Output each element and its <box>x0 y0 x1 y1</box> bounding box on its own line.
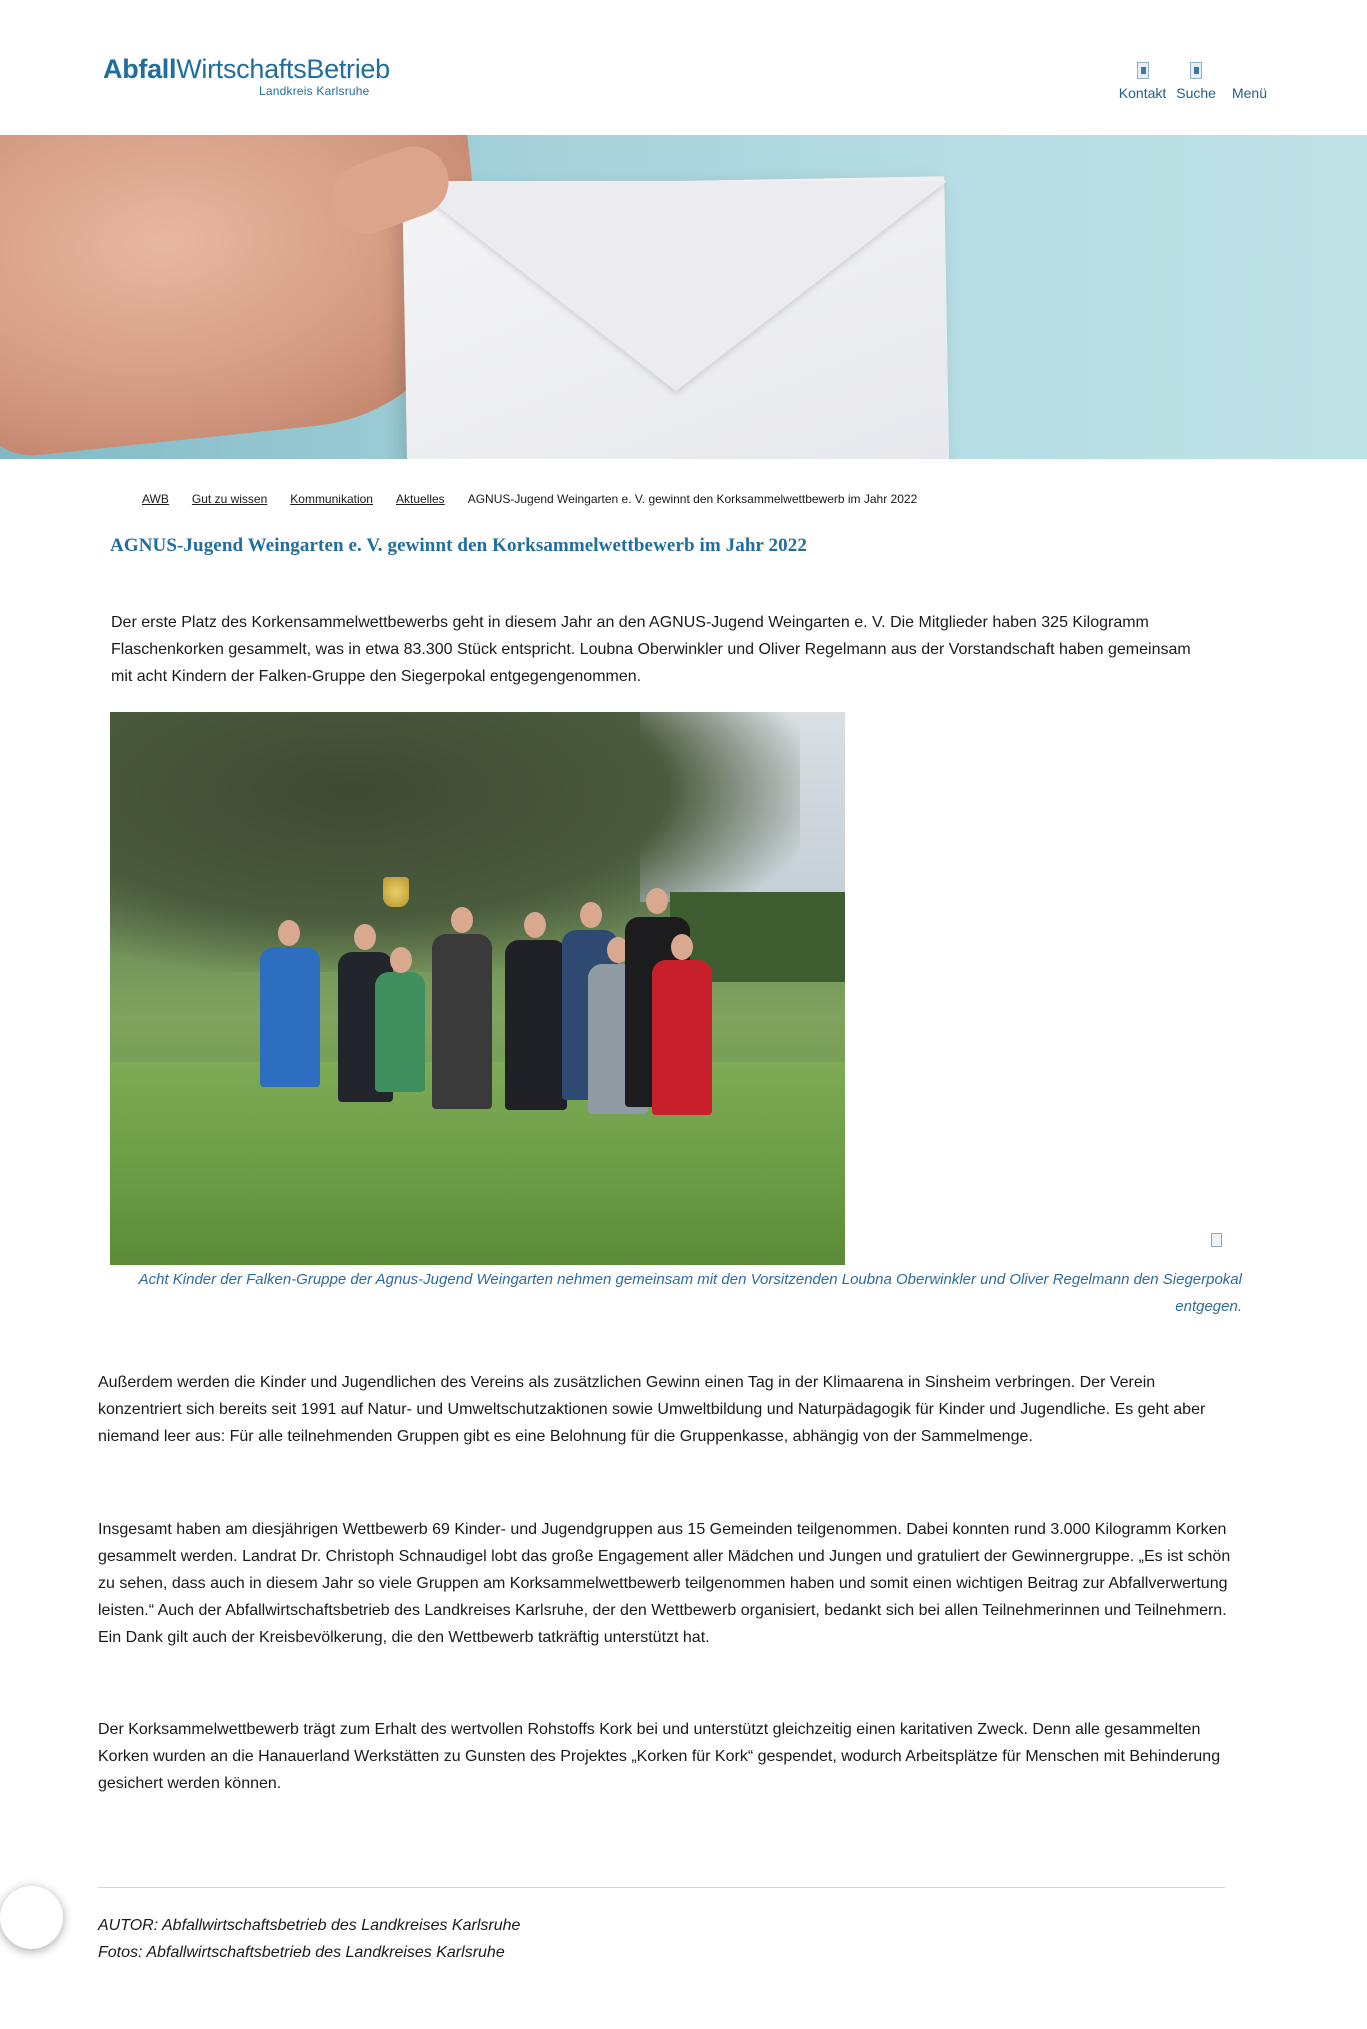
photo-person-head <box>580 902 602 928</box>
nav-suche-label: Suche <box>1176 85 1216 101</box>
hero-image <box>0 135 1367 459</box>
image-expand-icon[interactable] <box>1211 1233 1222 1247</box>
breadcrumb-kommunikation[interactable]: Kommunikation <box>290 492 373 506</box>
article-paragraph: Insgesamt haben am diesjährigen Wettbewerb 69 Kinder- und Jugendgruppen aus 15 Gemeinden teilgenommen. Dabei konnten rund 3.000 Kilogramm Korken gesammelt werden. Landrat Dr. Christoph Schnaudigel lobt das große Engagement aller Mädchen und Jungen und gratuliert der Gewinnergruppe. „Es ist schön zu sehen, dass auch in diesem Jahr so viele Gruppen am Korksammelwettbewerb teilgenommen haben und somit einen wichtigen Beitrag zur Abfallverwertung leisten.“ Auch der Abfallwirtschaftsbetrieb des Landkreises Karlsruhe, der den Wettbewerb organisiert, bedankt sich bei allen Teilnehmerinnen und Teilnehmern. Ein Dank gilt auch der Kreisbevölkerung, die den Wettbewerb tatkräftig unterstützt hat. <box>98 1521 1231 1646</box>
photo-person-head <box>390 947 412 973</box>
nav-suche[interactable] <box>1176 62 1216 101</box>
photos-line: Fotos: Abfallwirtschaftsbetrieb des Landkreises Karlsruhe <box>98 1944 505 1961</box>
breadcrumb <box>142 492 917 506</box>
page-title: AGNUS-Jugend Weingarten e. V. gewinnt den Korksammelwettbewerb im Jahr 2022 <box>110 535 807 556</box>
photo-caption: Acht Kinder der Falken-Gruppe der Agnus-Jugend Weingarten nehmen gemeinsam mit den Vorsitzenden Loubna Oberwinkler und Oliver Regelmann den Siegerpokal entgegen. <box>138 1271 1242 1315</box>
search-icon <box>1190 62 1202 79</box>
photo-person <box>505 940 567 1110</box>
hero-envelope-flap <box>405 181 947 459</box>
content-divider <box>98 1887 1225 1888</box>
article-intro: Der erste Platz des Korkensammelwettbewerbs geht in diesem Jahr an den AGNUS-Jugend Weingarten e. V. Die Mitglieder haben 325 Kilogramm Flaschenkorken gesammelt, was in etwa 83.300 Stück entspricht. Loubna Oberwinkler und Oliver Regelmann aus der Vorstandschaft haben gemeinsam mit acht Kindern der Falken-Gruppe den Siegerpokal entgegengenommen. <box>111 614 1191 685</box>
nav-menu[interactable] <box>1226 85 1267 101</box>
photo-person <box>652 960 712 1115</box>
photo-person <box>432 934 492 1109</box>
article-photo <box>110 712 845 1265</box>
breadcrumb-aktuelles[interactable]: Aktuelles <box>395 492 445 506</box>
logo-subtitle: Landkreis Karlsruhe <box>259 84 370 98</box>
article-paragraph: Außerdem werden die Kinder und Jugendlichen des Vereins als zusätzlichen Gewinn einen Tag in der Klimaarena in Sinsheim verbringen. Der Verein konzentriert sich bereits seit 1991 auf Natur- und Umweltschutzaktionen sowie Umweltbildung und Naturpädagogik für Kinder und Jugendliche. Es geht aber niemand leer aus: Für alle teilnehmenden Gruppen gibt es eine Belohnung für die Gruppenkasse, abhängig von der Sammelmenge. <box>98 1374 1206 1445</box>
floating-action-button[interactable] <box>0 1886 63 1949</box>
article-credits <box>98 1912 520 1966</box>
photo-person-head <box>671 934 693 960</box>
photo-person <box>375 972 425 1092</box>
breadcrumb-gut-zu-wissen[interactable]: Gut zu wissen <box>191 492 268 506</box>
nav-kontakt[interactable] <box>1119 62 1166 101</box>
logo-wordmark: AbfallWirtschaftsBetrieb <box>103 54 390 84</box>
nav-kontakt-label: Kontakt <box>1118 85 1167 101</box>
photo-person <box>260 947 320 1087</box>
site-header <box>0 0 1367 135</box>
contact-icon <box>1137 62 1149 79</box>
article-paragraph: Der Korksammelwettbewerb trägt zum Erhalt des wertvollen Rohstoffs Kork bei und unterstützt gleichzeitig einen karitativen Zweck. Denn alle gesammelten Korken wurden an die Hanauerland Werkstätten zu Gunsten des Projektes „Korken für Kork“ gespendet, wodurch Arbeitsplätze für Menschen mit Behinderung gesichert werden können. <box>98 1721 1221 1792</box>
site-logo[interactable] <box>103 54 390 98</box>
photo-trophy <box>383 877 409 907</box>
breadcrumb-awb[interactable]: AWB <box>142 492 169 506</box>
nav-menu-label: Menü <box>1231 85 1267 101</box>
photo-person-head <box>524 912 546 938</box>
author-line: AUTOR: Abfallwirtschaftsbetrieb des Landkreises Karlsruhe <box>98 1917 521 1934</box>
photo-person-head <box>451 907 473 933</box>
photo-person-head <box>646 888 668 914</box>
photo-person-head <box>278 920 300 946</box>
top-navigation <box>1119 62 1267 101</box>
photo-person-head <box>354 924 376 950</box>
breadcrumb-current: AGNUS-Jugend Weingarten e. V. gewinnt den Korksammelwettbewerb im Jahr 2022 <box>467 492 918 506</box>
